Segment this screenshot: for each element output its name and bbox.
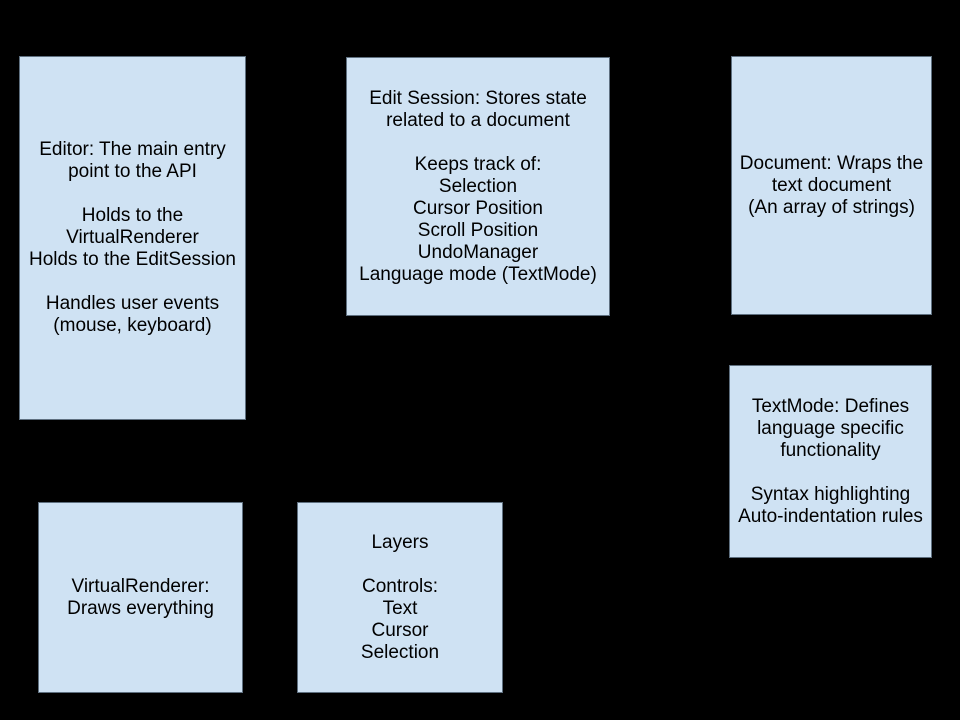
text-line: Keeps track of: — [414, 153, 542, 175]
textmode-box — [729, 365, 932, 558]
text-line: Holds to the — [81, 205, 184, 226]
text-line: Text — [382, 597, 418, 619]
text-line: (An array of strings) — [748, 196, 915, 218]
text-line — [475, 132, 480, 154]
layers-box — [297, 502, 503, 693]
text-line: Edit Session: Stores state — [369, 87, 587, 109]
text-line: Language mode (TextMode) — [359, 263, 597, 285]
text-line: Controls: — [361, 575, 439, 597]
text-line: Holds to the EditSession — [28, 249, 236, 270]
text-line: language specific — [757, 417, 904, 439]
text-line — [397, 554, 402, 576]
text-line: VirtualRenderer — [66, 227, 199, 248]
text-line: functionality — [780, 439, 881, 461]
text-line: Selection — [438, 175, 518, 197]
text-line — [130, 271, 135, 293]
text-line: Syntax highlighting — [750, 483, 911, 505]
text-line: (mouse, keyboard) — [53, 315, 212, 336]
text-line — [130, 183, 135, 205]
text-line: point to the API — [68, 161, 197, 182]
editor-box — [19, 56, 246, 420]
text-line — [828, 462, 833, 484]
text-line: VirtualRenderer: — [71, 575, 210, 597]
text-line: Selection — [360, 641, 440, 663]
text-line: Layers — [371, 531, 429, 553]
text-line: Handles user events — [45, 293, 220, 314]
text-line: Auto-indentation rules — [738, 505, 923, 527]
text-line: Cursor Position — [413, 197, 543, 219]
text-line: Cursor — [371, 619, 429, 641]
text-line: text document — [771, 174, 892, 196]
text-line: Draws everything — [67, 597, 214, 619]
text-line: UndoManager — [417, 241, 539, 263]
edit-session-box — [346, 57, 610, 316]
text-line: Document: Wraps the — [739, 152, 924, 174]
document-box — [731, 56, 932, 315]
virtual-renderer-box — [38, 502, 243, 693]
text-line: TextMode: Defines — [751, 395, 910, 417]
text-line: Editor: The main entry — [39, 139, 226, 160]
text-line: related to a document — [386, 109, 570, 131]
text-line: Scroll Position — [417, 219, 539, 241]
